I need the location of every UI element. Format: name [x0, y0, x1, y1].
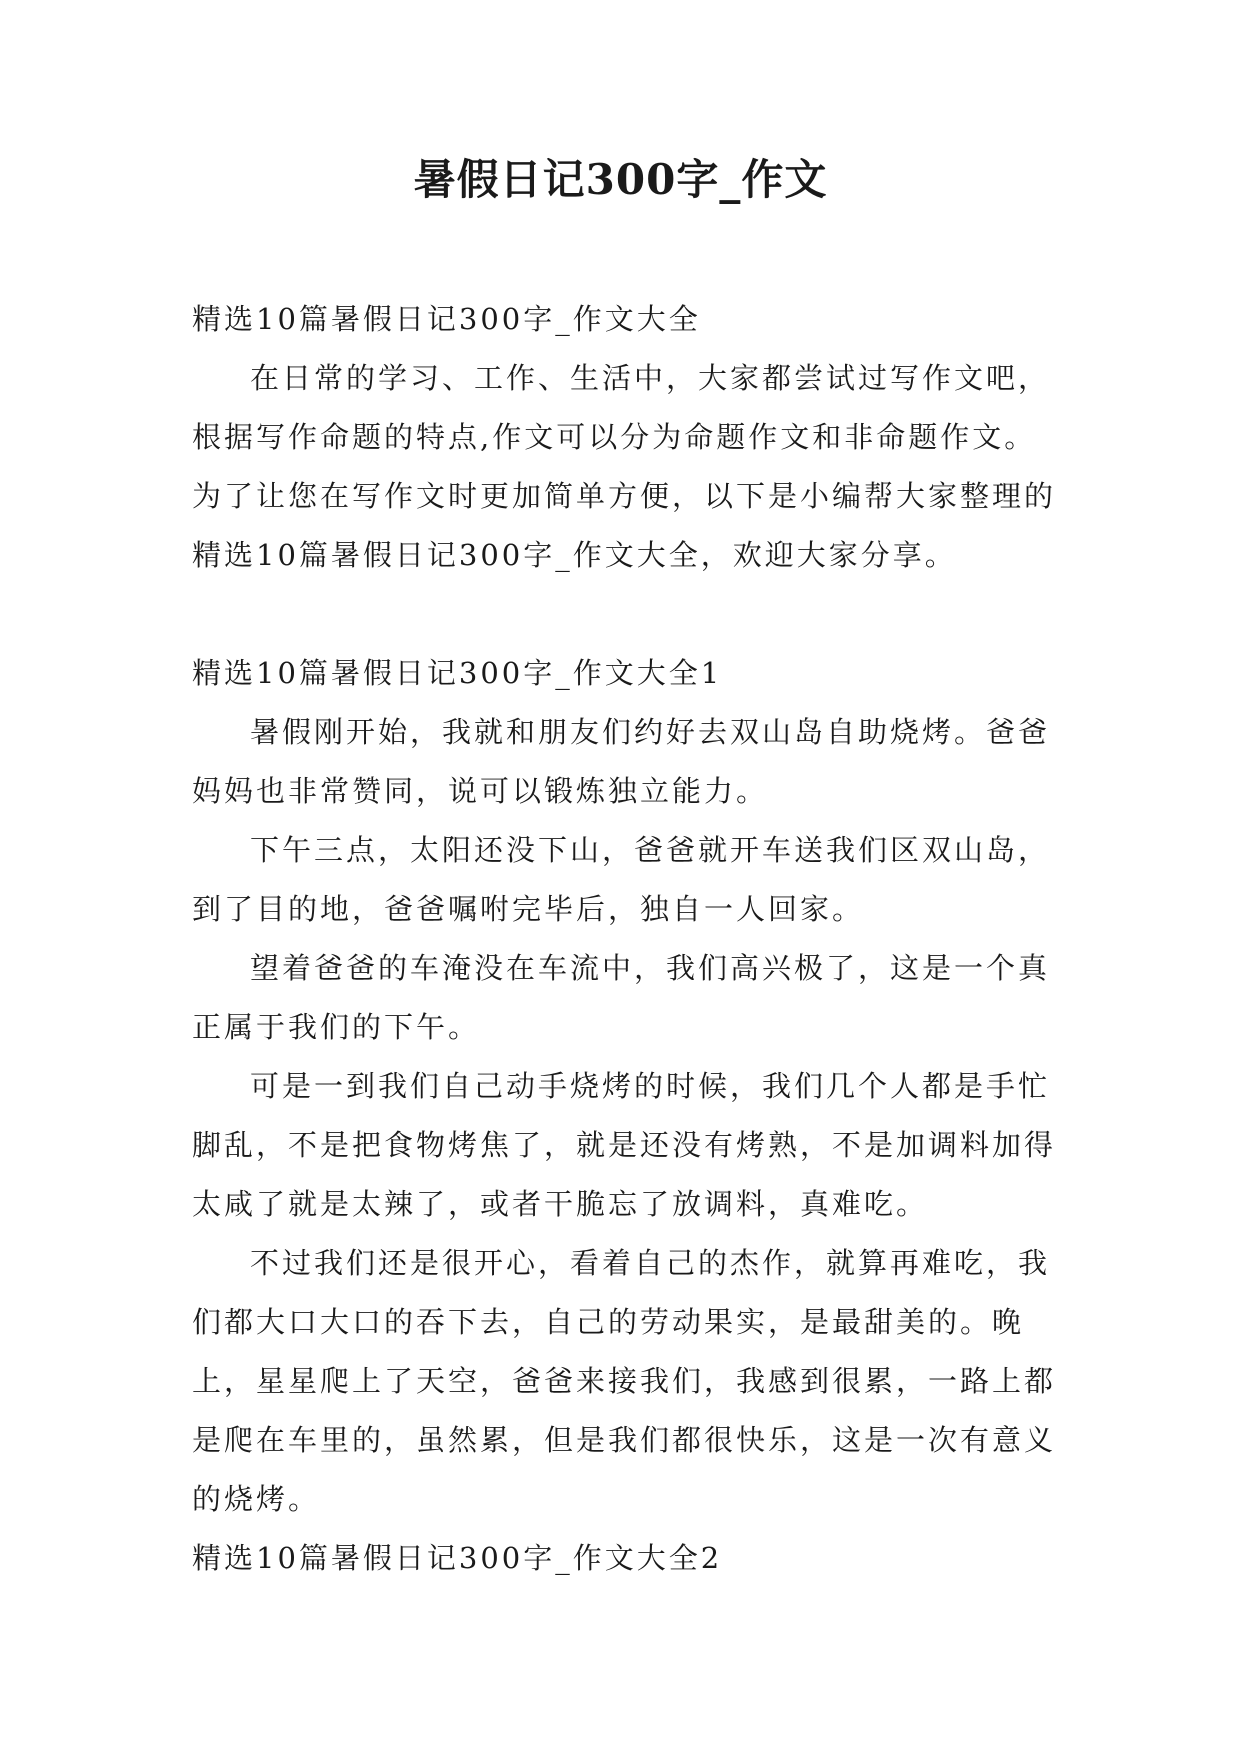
- intro-heading: 精选10篇暑假日记300字_作文大全: [192, 302, 701, 336]
- section-1-paragraph-4: 可是一到我们自己动手烧烤的时候，我们几个人都是手忙脚乱，不是把食物烤焦了，就是还没有烤熟，不是加调料加得太咸了就是太辣了，或者干脆忘了放调料，真难吃。: [192, 1069, 1057, 1221]
- intro-paragraph: 在日常的学习、工作、生活中，大家都尝试过写作文吧，根据写作命题的特点,作文可以分为命题作文和非命题作文。为了让您在写作文时更加简单方便，以下是小编帮大家整理的精选10篇暑假日记300字_作文大全，欢迎大家分享。: [192, 361, 1057, 572]
- section-1-paragraph-2: 下午三点，太阳还没下山，爸爸就开车送我们区双山岛，到了目的地，爸爸嘱咐完毕后，独自一人回家。: [192, 833, 1051, 926]
- document-title: 暑假日记300字_作文: [413, 155, 828, 204]
- section-1-paragraph-3: 望着爸爸的车淹没在车流中，我们高兴极了，这是一个真正属于我们的下午。: [192, 951, 1051, 1044]
- section-1-heading: 精选10篇暑假日记300字_作文大全1: [192, 656, 723, 690]
- document-body: [192, 290, 1062, 1588]
- section-2-heading: 精选10篇暑假日记300字_作文大全2: [192, 1541, 723, 1575]
- section-spacer: [192, 585, 1062, 644]
- section-1-paragraph-5: 不过我们还是很开心，看着自己的杰作，就算再难吃，我们都大口大口的吞下去，自己的劳动果实，是最甜美的。晚上，星星爬上了天空，爸爸来接我们，我感到很累，一路上都是爬在车里的，虽然累，但是我们都很快乐，这是一次有意义的烧烤。: [192, 1246, 1057, 1516]
- section-1-paragraph-1: 暑假刚开始，我就和朋友们约好去双山岛自助烧烤。爸爸妈妈也非常赞同，说可以锻炼独立能力。: [192, 715, 1051, 808]
